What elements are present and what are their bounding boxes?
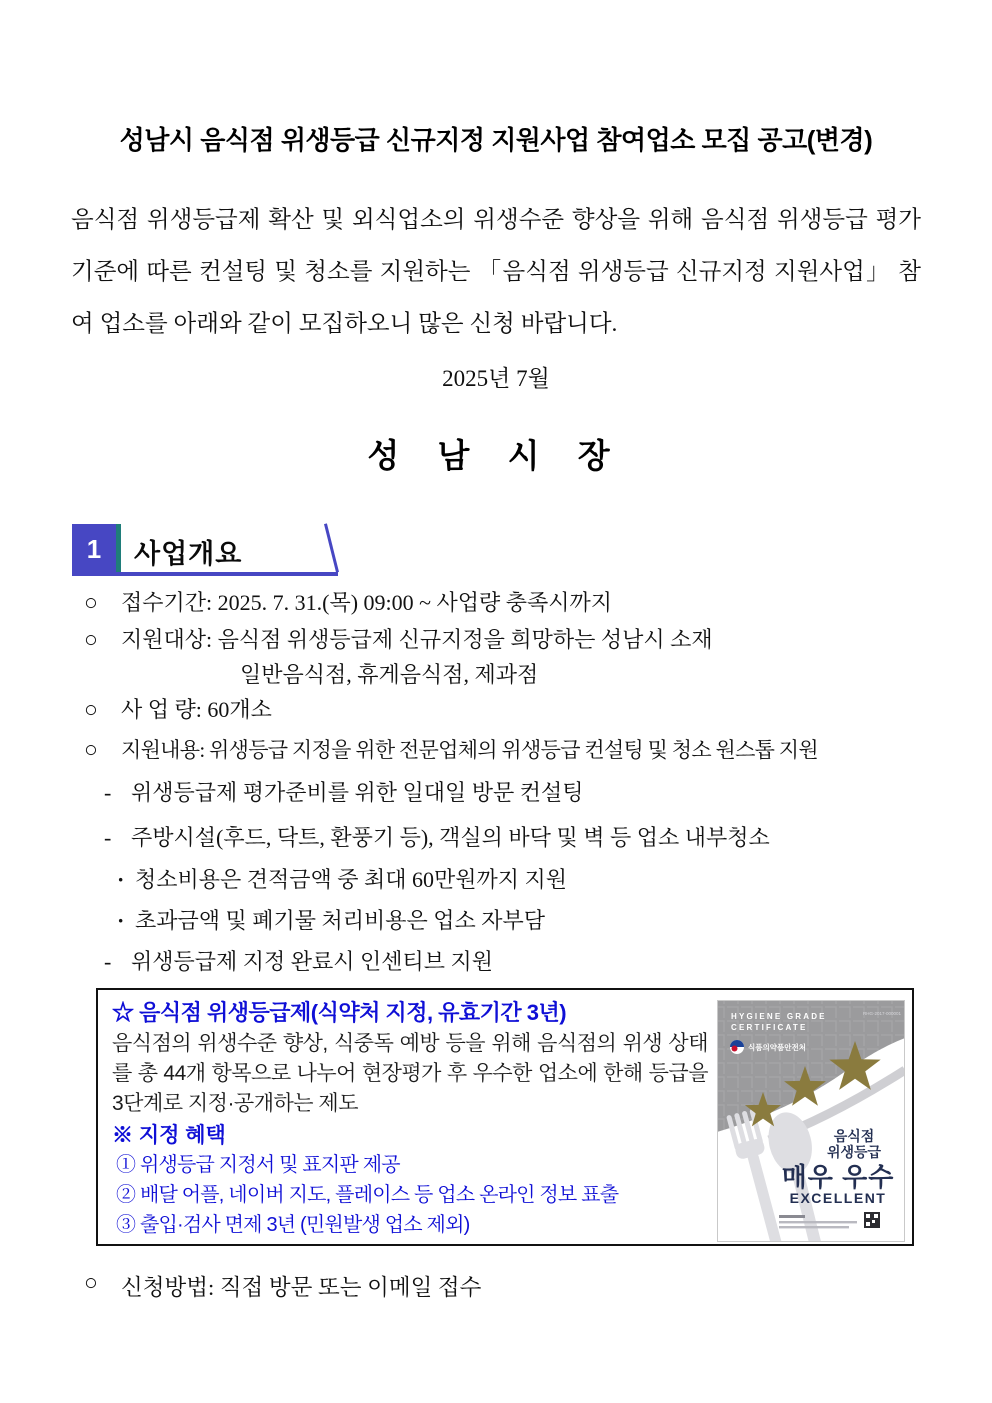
list-item-text: 지원대상: 음식점 위생등급제 신규지정을 희망하는 성남시 소재 <box>121 627 713 652</box>
announcement-date: 2025년 7월 <box>442 366 550 391</box>
circle-bullet-icon: ○ <box>84 697 98 722</box>
section-header <box>72 524 362 580</box>
list-item <box>84 695 926 725</box>
circle-bullet-icon: ○ <box>84 737 98 762</box>
list-item-text: 위생등급제 평가준비를 위한 일대일 방문 컨설팅 <box>131 780 584 805</box>
bullet-list <box>84 588 926 977</box>
circle-bullet-icon: ○ <box>84 627 98 652</box>
list-item-text: 청소비용은 견적금액 중 최대 60만원까지 지원 <box>135 867 568 892</box>
grade-text: 매우 우수 <box>781 1162 895 1192</box>
list-item-continuation <box>84 660 926 690</box>
certificate-header-line2: CERTIFICATE <box>731 1023 808 1032</box>
list-item <box>84 625 926 655</box>
hygiene-grade-certificate-image <box>717 1000 905 1242</box>
list-item <box>84 588 926 618</box>
list-item <box>84 778 926 808</box>
apply-method-text: 신청방법: 직접 방문 또는 이메일 접수 <box>121 1275 482 1300</box>
page-title: 성남시 음식점 위생등급 신규지정 지원사업 참여업소 모집 공고(변경) <box>119 125 873 155</box>
grade-text-en: EXCELLENT <box>789 1190 887 1206</box>
list-item-text: 지원내용: 위생등급 지정을 위한 전문업체의 위생등급 컨설팅 및 청소 원스톱 지원 <box>121 738 818 762</box>
section-underline <box>72 572 338 576</box>
qr-code-icon <box>864 1212 880 1228</box>
info-text-block <box>112 999 708 1240</box>
mayor-signature: 성 남 시 장 <box>367 439 625 475</box>
section-number-badge: 1 <box>72 524 116 574</box>
section-underline-slash <box>324 523 339 572</box>
list-item-text: 일반음식점, 휴게음식점, 제과점 <box>240 662 539 687</box>
info-body: 음식점의 위생수준 향상, 식중독 예방 등을 위해 음식점의 위생 상태를 총 44개 항목으로 나누어 현장평가 후 우수한 업소에 한해 등급을 3단계로 지정·공개하는 제도 <box>112 1032 708 1115</box>
dash-bullet-icon: - <box>104 825 112 850</box>
list-item <box>84 947 926 977</box>
list-item <box>84 735 926 765</box>
list-item <box>84 865 926 895</box>
agency-name: 식품의약품안전처 <box>748 1043 806 1052</box>
certificate-number: RHG-2017-000001 <box>862 1011 901 1016</box>
section-accent-strip <box>116 524 121 574</box>
certificate-header-line1: HYGIENE GRADE <box>731 1012 827 1021</box>
intro-paragraph: 음식점 위생등급제 확산 및 외식업소의 위생수준 향상을 위해 음식점 위생등급 평가기준에 따른 컨설팅 및 청소를 지원하는 「음식점 위생등급 신규지정 지원사업」 참여 업소를 아래와 같이 모집하오니 많은 신청 바랍니다. <box>71 207 921 337</box>
dash-bullet-icon: - <box>104 949 112 974</box>
hygiene-grade-info-box <box>96 988 914 1246</box>
apply-method-row <box>84 1270 481 1302</box>
list-item-text: 주방시설(후드, 닥트, 환풍기 등), 객실의 바닥 및 벽 등 업소 내부청소 <box>131 825 770 850</box>
benefit-item: ② 배달 어플, 네이버 지도, 플레이스 등 업소 온라인 정보 표출 <box>116 1184 619 1206</box>
list-item <box>84 823 926 853</box>
circle-bullet-icon: ○ <box>84 590 98 615</box>
mfds-logo-icon <box>730 1040 744 1054</box>
circle-bullet-icon: ○ <box>84 1270 98 1295</box>
dot-bullet-icon: · <box>117 908 125 933</box>
list-item-text: 사 업 량: 60개소 <box>121 697 272 722</box>
section-title: 사업개요 <box>134 539 243 569</box>
benefit-heading: ※ 지정 혜택 <box>112 1124 226 1147</box>
list-item <box>84 906 926 936</box>
list-item-text: 접수기간: 2025. 7. 31.(목) 09:00 ~ 사업량 충족시까지 <box>121 590 613 615</box>
benefit-item: ① 위생등급 지정서 및 표지판 제공 <box>116 1154 400 1176</box>
grade-label-line1: 음식점 <box>833 1128 875 1144</box>
dot-bullet-icon: · <box>117 867 125 892</box>
list-item-text: 초과금액 및 폐기물 처리비용은 업소 자부담 <box>135 908 546 933</box>
info-heading: ☆ 음식점 위생등급제(식약처 지정, 유효기간 3년) <box>112 1000 567 1025</box>
list-item-text: 위생등급제 지정 완료시 인센티브 지원 <box>131 949 494 974</box>
dash-bullet-icon: - <box>104 780 112 805</box>
grade-label-line2: 위생등급 <box>826 1144 882 1160</box>
benefit-item: ③ 출입·검사 면제 3년 (민원발생 업소 제외) <box>116 1214 470 1236</box>
